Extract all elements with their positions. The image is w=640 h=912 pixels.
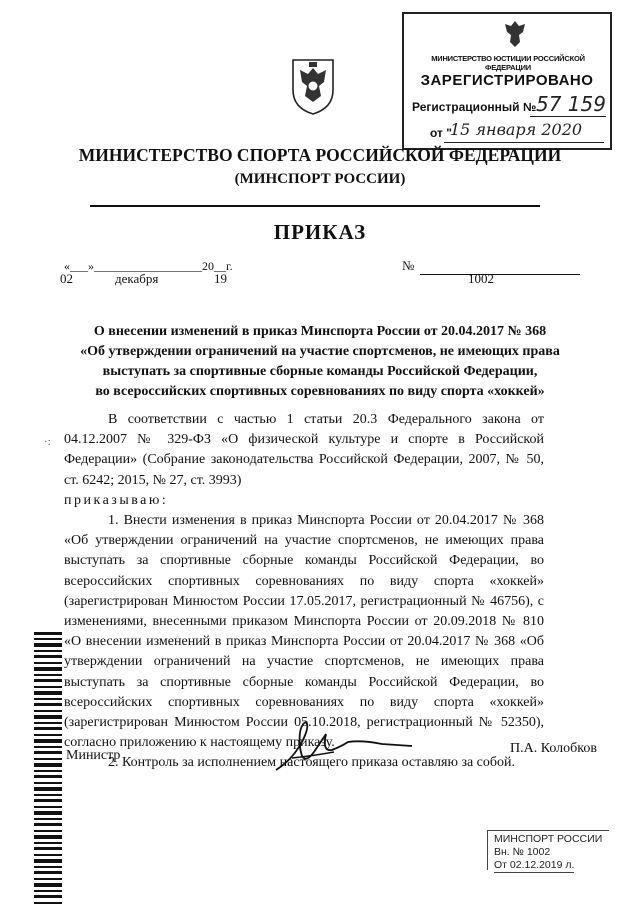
ministry-short-name: (МИНСПОРТ РОССИИ) — [234, 171, 406, 187]
registration-stamp — [402, 12, 612, 150]
subject-line-3: выступать за спортивные сборные команды Российской Федерации, — [102, 364, 538, 379]
order-date-year: 19 — [214, 271, 227, 286]
signer-name: П.А. Колобков — [510, 741, 597, 756]
incoming-stamp-date: От 02.12.2019 л. — [494, 859, 575, 871]
barcode-strip — [34, 632, 62, 912]
coat-of-arms-emblem — [290, 56, 336, 116]
order-word: приказываю: — [64, 492, 169, 508]
incoming-stamp-number: Вн. № 1002 — [494, 846, 551, 858]
order-number-underline — [420, 274, 580, 275]
stamp-registered-label: ЗАРЕГИСТРИРОВАНО — [420, 72, 594, 89]
margin-mark: ·: — [44, 436, 51, 448]
item-1-paragraph: 1. Внести изменения в приказ Минспорта России от 20.04.2017 № 368 «Об утверждении ограничений на участие спортсменов, не имеющих права выступать за спортивные сборные команды Российской Федерации, во всероссийских спортивных соревнованиях по виду спорта «хоккей» (зарегистрирован Минюстом России 17.05.2017, регистрационный № 46756), с изменениями, внесенными приказом Минспорта России от 20.09.2018 № 810 «О внесении изменений в приказ Минспорта России от 20.04.2017 № 368 «Об утверждении ограничений на участие спортсменов, не имеющих права выступать за спортивные сборные команды Российской Федерации, во всероссийских спортивных соревнованиях по виду спорта «хоккей» (зарегистрирован Минюстом России 05.10.2018, регистрационный № 52350), согласно приложению к настоящему приказу. — [64, 513, 544, 751]
ministry-name: МИНИСТЕРСТВО СПОРТА РОССИЙСКОЙ ФЕДЕРАЦИИ — [78, 145, 562, 165]
stamp-date-label: от " — [430, 126, 452, 140]
stamp-emblem-icon — [502, 18, 528, 50]
order-date-month: декабря — [115, 271, 159, 286]
stamp-regno-underline — [530, 116, 606, 117]
stamp-regno-value: 57 159 — [536, 92, 606, 116]
date-template: «___»__________________20__г. — [64, 259, 233, 273]
stamp-ministry: МИНИСТЕРСТВО ЮСТИЦИИ РОССИЙСКОЙ ФЕДЕРАЦИИ — [431, 54, 585, 72]
handwritten-signature — [262, 712, 422, 782]
stamp-regno-label: Регистрационный № — [412, 100, 537, 114]
subject-line-1: О внесении изменений в приказ Минспорта России от 20.04.2017 № 368 — [93, 324, 547, 339]
order-date-day: 02 — [60, 271, 73, 286]
incoming-stamp — [487, 830, 609, 870]
order-number-sign: № — [402, 258, 415, 273]
order-subject — [70, 322, 570, 402]
item-2-paragraph: 2. Контроль за исполнением настоящего приказа оставляю за собой. — [108, 755, 516, 771]
stamp-date-underline — [444, 142, 604, 143]
subject-line-2: «Об утверждении ограничений на участие спортсменов, не имеющих права — [80, 344, 560, 359]
document-title: ПРИКАЗ — [273, 220, 367, 244]
subject-line-4: во всероссийских спортивных соревнованиях по виду спорта «хоккей» — [95, 384, 545, 399]
order-number: 1002 — [468, 271, 494, 286]
preamble-paragraph: В соответствии с частью 1 статьи 20.3 Федерального закона от 04.12.2007 № 329-ФЗ «О физической культуре и спорте в Российской Федерации» (Собрание законодательства Российской Федерации, 2007, № 50, ст. 6242; 2015, № 27, ст. 3993) — [64, 412, 544, 488]
stamp-date-value: 15 января 2020 — [450, 120, 583, 139]
incoming-stamp-org: МИНСПОРТ РОССИИ — [494, 833, 603, 845]
header-divider — [90, 205, 540, 207]
signer-title: Министр — [66, 748, 121, 763]
